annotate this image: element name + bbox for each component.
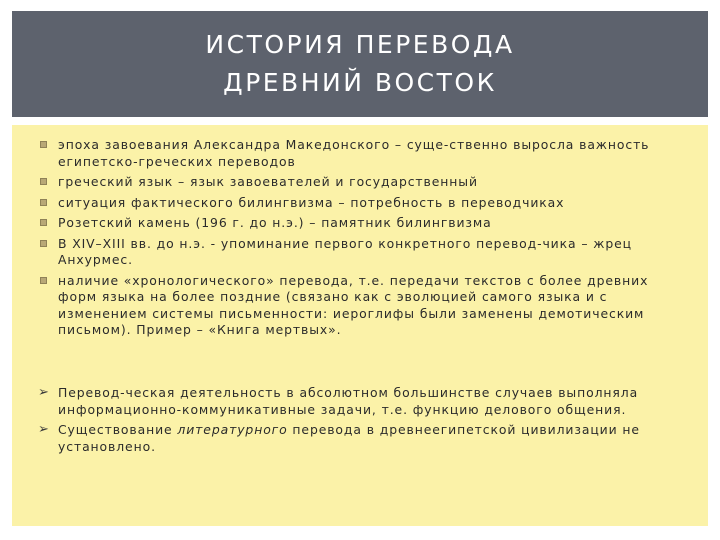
square-bullet-icon (40, 277, 47, 284)
arrow-item (38, 385, 692, 418)
content-panel (12, 125, 708, 526)
bullet-item (42, 174, 692, 191)
arrow-list (38, 385, 692, 459)
arrow-item (38, 422, 692, 455)
square-bullet-icon (40, 199, 47, 206)
bullet-item (42, 215, 692, 232)
square-bullet-icon (40, 141, 47, 148)
square-bullet-icon (40, 240, 47, 247)
bullet-item (42, 137, 692, 170)
bullet-item (42, 195, 692, 212)
title-line-1: ИСТОРИЯ ПЕРЕВОДА (205, 30, 515, 59)
arrow-bullet-icon: ➢ (38, 422, 50, 437)
arrow-bullet-icon: ➢ (38, 385, 50, 400)
bullet-text: греческий язык – язык завоевателей и государственный (58, 174, 478, 189)
bullet-item (42, 236, 692, 269)
bullet-text: эпоха завоевания Александра Македонского – суще-ственно выросла важность египетско-греческих переводов (58, 137, 650, 169)
square-bullet-icon (40, 219, 47, 226)
title-line-2: ДРЕВНИЙ ВОСТОК (223, 68, 497, 97)
bullet-text: ситуация фактического билингвизма – потребность в переводчиках (58, 194, 565, 210)
arrow-text: Перевод-ческая деятельность в абсолютном большинстве случаев выполняла информационно-коммуникативные задачи, т.е. функцию делового общения. (58, 385, 639, 417)
bullet-text: наличие «хронологического» перевода, т.е. передачи текстов с более древних форм языка на более поздние (связано как с эволюцией самого языка и с изменением системы письменности: иероглифы были заменены демотическим письмом). Пример – «Книга мертвых». (58, 272, 649, 337)
bullet-text: В XIV–XIII вв. до н.э. - упоминание первого конкретного перевод-чика – жрец Анхурмес. (58, 235, 632, 267)
bullet-text: Розетский камень (196 г. до н.э.) – памятник билингвизма (58, 215, 492, 230)
bullet-list (42, 137, 692, 343)
bullet-item (42, 273, 692, 339)
arrow-text-after: перевода в древнеегипетской цивилизации не установлено. (58, 422, 640, 454)
square-bullet-icon (40, 178, 47, 185)
arrow-text-emphasis: литературного (177, 422, 288, 437)
arrow-text-before: Существование (58, 422, 178, 437)
title-bar (12, 11, 708, 117)
